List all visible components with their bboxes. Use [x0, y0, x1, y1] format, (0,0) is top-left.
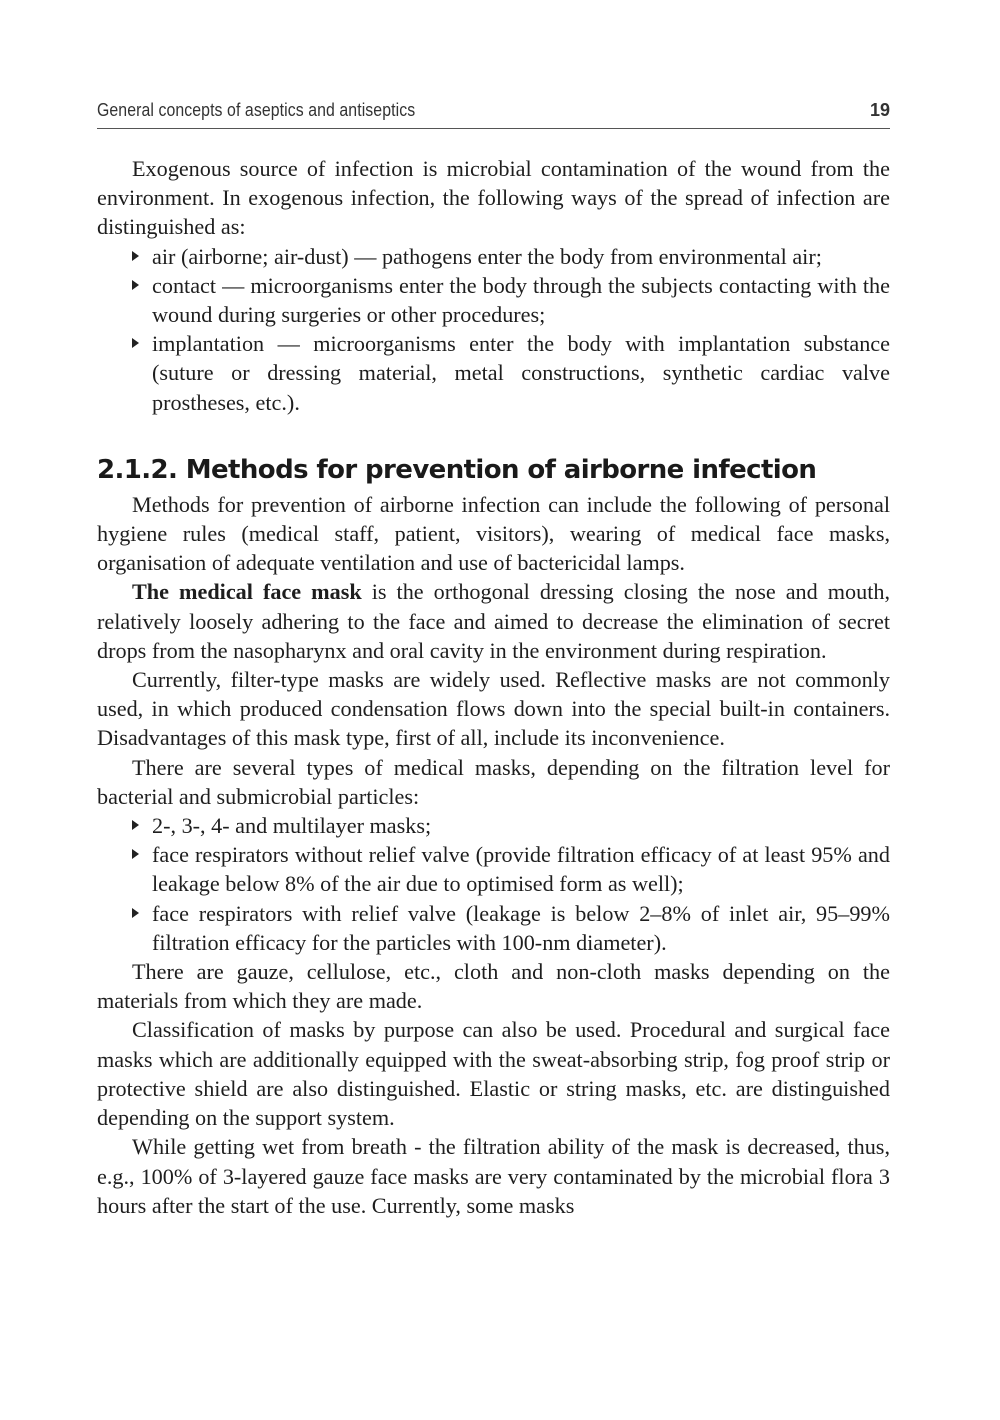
section-heading: 2.1.2. Methods for prevention of airborne infection — [97, 454, 817, 485]
intro-paragraph: Exogenous source of infection is microbial contamination of the wound from the environment. In exogenous infection, the following ways of the spread of infection are distinguished as: — [97, 156, 890, 240]
bullet-triangle-icon — [132, 280, 139, 290]
infection-ways-list — [97, 242, 890, 417]
bullet-triangle-icon — [132, 820, 139, 830]
paragraph: There are gauze, cellulose, etc., cloth and non-cloth masks depending on the materials from which they are made. — [97, 959, 890, 1014]
bullet-triangle-icon — [132, 251, 139, 261]
list-item: contact — microorganisms enter the body through the subjects contacting with the wound during surgeries or other procedures; — [97, 271, 890, 329]
page-body — [97, 154, 890, 1220]
list-item: implantation — microorganisms enter the body with implantation substance (suture or dressing material, metal constructions, synthetic cardiac valve prostheses, etc.). — [97, 329, 890, 417]
paragraph: The medical face mask is the orthogonal dressing closing the nose and mouth, relatively loosely adhering to the face and aimed to decrease the elimination of secret drops from the nasopharynx and oral cavity in the environment during respiration. — [97, 579, 891, 663]
running-header — [97, 100, 890, 129]
page — [97, 100, 890, 1220]
page-number: 19 — [869, 100, 890, 120]
chapter-title: General concepts of aseptics and antiseptics — [97, 100, 416, 120]
bullet-triangle-icon — [132, 908, 139, 918]
paragraph: Methods for prevention of airborne infection can include the following of personal hygiene rules (medical staff, patient, visitors), wearing of medical face masks, organisation of adequate ventilation and use of bactericidal lamps. — [97, 491, 890, 576]
term-bold: The medical face mask — [132, 579, 362, 605]
bullet-triangle-icon — [132, 849, 139, 859]
paragraph: Currently, filter-type masks are widely used. Reflective masks are not commonly used, in which produced condensation flows down into the special built-in containers. Disadvantages of this mask type, first of all, include its inconvenience. — [97, 667, 890, 751]
mask-types-list — [97, 811, 890, 957]
list-item: face respirators without relief valve (provide filtration efficacy of at least 95% and leakage below 8% of the air due to optimised form as well); — [97, 840, 890, 898]
list-item: 2-, 3-, 4- and multilayer masks; — [97, 811, 890, 840]
paragraph: While getting wet from breath - the filtration ability of the mask is decreased, thus, e.g., 100% of 3-layered gauze face masks are very contaminated by the microbial flora 3 hours after the start of the use. Currently, some masks — [97, 1134, 890, 1218]
paragraph: Classification of masks by purpose can also be used. Procedural and surgical face masks which are additionally equipped with the sweat-absorbing strip, fog proof strip or protective shield are also distinguished. Elastic or string masks, etc. are distinguished depending on the support system. — [97, 1017, 890, 1131]
list-item: face respirators with relief valve (leakage is below 2–8% of inlet air, 95–99% filtration efficacy for the particles with 100-nm diameter). — [97, 899, 890, 957]
bullet-triangle-icon — [132, 338, 139, 348]
paragraph: There are several types of medical masks, depending on the filtration level for bacterial and submicrobial particles: — [97, 754, 890, 809]
list-item: air (airborne; air-dust) — pathogens enter the body from environmental air; — [97, 242, 890, 271]
